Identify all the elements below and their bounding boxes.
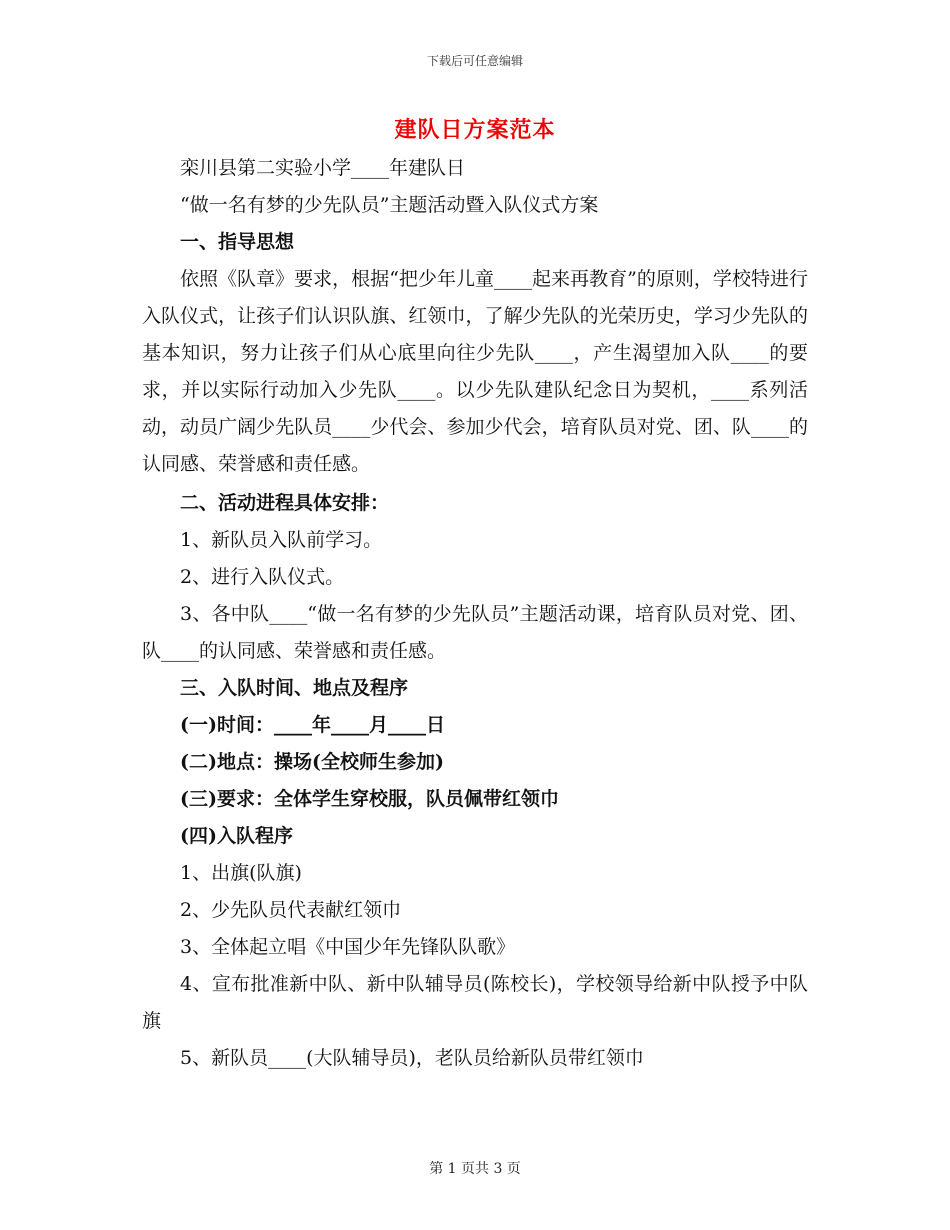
page-footer: 第 1 页共 3 页 <box>429 1161 521 1177</box>
section-3-time: (一)时间：____年____月____日 <box>180 714 445 736</box>
procedure-item-5: 5、新队员____(大队辅导员)，老队员给新队员带红领巾 <box>180 1047 644 1069</box>
section-2-item-1: 1、新队员入队前学习。 <box>180 529 383 551</box>
procedure-item-2: 2、少先队员代表献红领巾 <box>180 899 402 921</box>
section-3-heading: 三、入队时间、地点及程序 <box>180 677 409 699</box>
procedure-item-1: 1、出旗(队旗) <box>180 862 302 884</box>
section-2-item-3: 3、各中队____“做一名有梦的少先队员”主题活动课，培育队员对党、团、队____的认同感、荣誉感和责任感。 <box>142 603 808 662</box>
section-1-body: 依照《队章》要求，根据“把少年儿童____起来再教育”的原则，学校特进行入队仪式，让孩子们认识队旗、红领巾，了解少先队的光荣历史，学习少先队的基本知识，努力让孩子们从心底里向往少先队____，产生渴望加入队____的要求，并以实际行动加入少先队____。以少先队建队纪念日为契机，____系列活动，动员广阔少先队员____少代会、参加少代会，培育队员对党、团、队____的认同感、荣誉感和责任感。 <box>142 268 808 475</box>
procedure-item-4: 4、宣布批准新中队、新中队辅导员(陈校长)，学校领导给新中队授予中队旗 <box>142 973 808 1032</box>
school-line: 栾川县第二实验小学____年建队日 <box>180 157 466 179</box>
document-title: 建队日方案范本 <box>394 117 556 143</box>
section-3-place: (二)地点：操场(全校师生参加) <box>180 751 444 773</box>
subtitle-line: “做一名有梦的少先队员”主题活动暨入队仪式方案 <box>180 194 599 216</box>
section-1-heading: 一、指导思想 <box>180 231 295 253</box>
document-body <box>142 150 808 1077</box>
section-3-procedure-heading: (四)入队程序 <box>180 825 293 847</box>
section-2-item-2: 2、进行入队仪式。 <box>180 566 345 588</box>
header-note: 下载后可任意编辑 <box>426 54 523 68</box>
section-2-heading: 二、活动进程具体安排： <box>180 492 390 514</box>
section-3-requirement: (三)要求：全体学生穿校服，队员佩带红领巾 <box>180 788 559 810</box>
procedure-item-3: 3、全体起立唱《中国少年先锋队队歌》 <box>180 936 516 958</box>
